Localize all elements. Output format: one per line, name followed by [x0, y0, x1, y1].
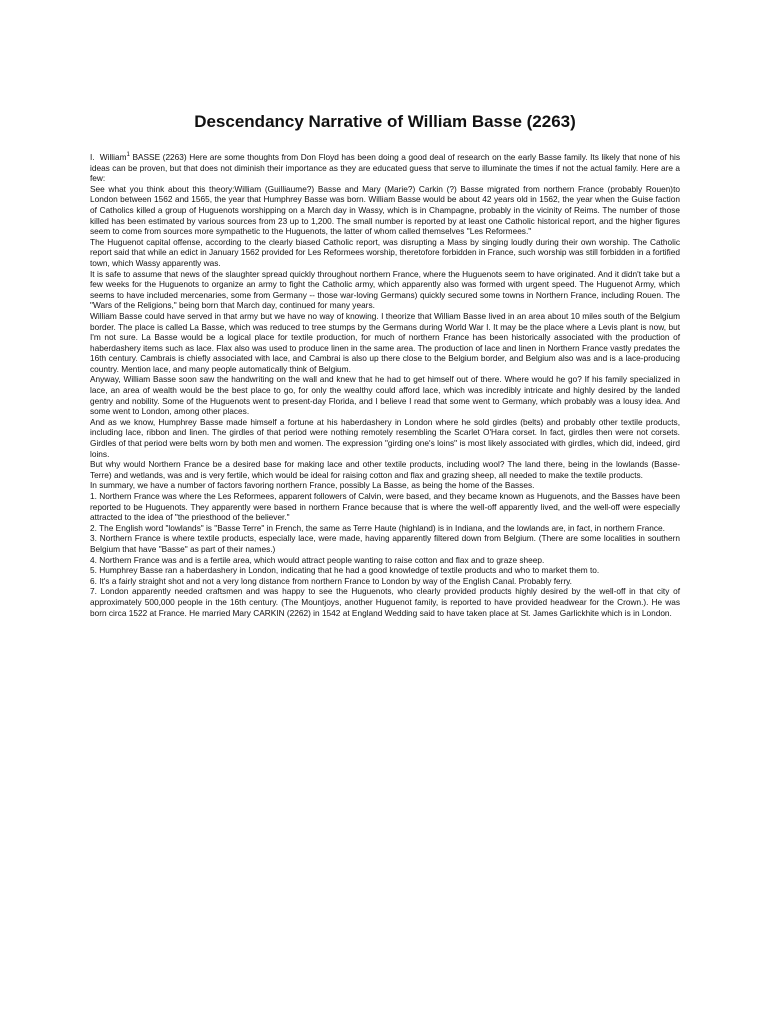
list-item: 3. Northern France is where textile products, especially lace, were made, having apparently filtered down from Belgium. (There are some localities in southern Belgium that have "Basse" as part of their names.) [90, 533, 680, 554]
entry-number: I. [90, 152, 95, 162]
paragraph: William Basse could have served in that army but we have no way of knowing. I theorize that William Basse lived in an area about 10 miles south of the Belgium border. The place is called La Basse, which was reduced to tree stumps by the Germans during World War I. It may be the place where a Levis plant is now, but I'm not sure. La Basse would be a logical place for textile production, for much of northern France has been historically associated with the production of haberdashery items such as lace. Flax also was used to produce linen in the same area. The production of lace and linen in Northern France vastly predates the 16th century. Cambrais is chiefly associated with lace, and Cambrai is also up there close to the Belgium border, and Belgium also was and is a lace-producing country. Mention lace, and many people automatically think of Belgium. [90, 310, 680, 374]
generation-marker: 1 [126, 152, 130, 159]
list-item: 1. Northern France was where the Les Reformees, apparent followers of Calvin, were based, and they became known as Huguenots, and the Basses have been reported to be Huguenots. They apparently were based in northern France because that is where the well-off apparently lived, and the well-off were especially attracted to the idea of "the priesthood of the believer." [90, 491, 680, 523]
intro-paragraph [90, 152, 680, 184]
document-title: Descendancy Narrative of William Basse (2263) [194, 112, 576, 131]
list-item: 5. Humphrey Basse ran a haberdashery in London, indicating that he had a good knowledge of textile products and who to market them to. [90, 565, 600, 576]
paragraph: It is safe to assume that news of the slaughter spread quickly throughout northern France, where the Huguenots seem to have originated. And it didn't take but a few weeks for the Huguenots to organize an army to fight the Catholic army, which apparently also was formed with urgent speed. The Huguenot Army, which seems to have included mercenaries, some from Germany -- those war-loving Germans) quickly secured some towns in Northern France, including Rouen. The "Wars of the Religions," being born that March day, continued for many years. [90, 268, 680, 311]
list-item: 2. The English word "lowlands" is "Basse Terre" in French, the same as Terre Haute (highland) is in Indiana, and the lowlands are, in fact, in northern France. [90, 522, 665, 533]
person-name: William [99, 152, 127, 162]
list-item: 6. It's a fairly straight shot and not a very long distance from northern France to London by way of the English Canal. Probably ferry. [90, 575, 572, 586]
intro-text: BASSE (2263) Here are some thoughts from Don Floyd has been doing a good deal of research on the early Basse family. Its likely that none of his ideas can be proven, but that does not diminish their importance as they are educated guess that serve to illuminate the times if not the actual family. Here are a few: [90, 152, 680, 184]
paragraph: The Huguenot capital offense, according to the clearly biased Catholic report, was disrupting a Mass by singing loudly during their own worship. The Catholic report said that while an edict in January 1562 provided for Les Reformees worship, theretofore forbidden in France, such worship was still forbidden in a fortified town, which Wassy apparently was. [90, 236, 680, 268]
paragraph: In summary, we have a number of factors favoring northern France, possibly La Basse, as being the home of the Basses. [90, 480, 535, 491]
list-item: 4. Northern France was and is a fertile area, which would attract people wanting to raise cotton and flax and to graze sheep. [90, 554, 545, 565]
list-item: 7. London apparently needed craftsmen and was happy to see the Huguenots, who clearly provided products highly desired by the well-off in that city of approximately 500,000 people in the 16th century. (The Mountjoys, another Huguenot family, is reported to have provided headwear for the Crown.). He was born circa 1522 at France. He married Mary CARKIN (2262) in 1542 at England Wedding said to have taken place at St. James Garlickhite which is in London. [90, 586, 680, 618]
paragraph: Anyway, William Basse soon saw the handwriting on the wall and knew that he had to get himself out of there. Where would he go? If his family specialized in lace, an area of wealth would be the best place to go, for only the wealthy could afford lace, which was incredibly intricate and highly desired by the landed gentry and nobility. Some of the Huguenots went to present-day Florida, and I believe I read that some went to Germany, which probably was a lousy idea. And some went to London, among other places. [90, 374, 680, 417]
paragraph: But why would Northern France be a desired base for making lace and other textile products, including wool? The land there, being in the lowlands (Basse-Terre) and wetlands, was and is very fertile, which would be ideal for raising cotton and flax and grazing sheep, all needed to make the textile products. [90, 459, 680, 480]
paragraph: See what you think about this theory:William (Guilliaume?) Basse and Mary (Marie?) Carkin (?) Basse migrated from northern France (probably Rouen)to London between 1562 and 1565, the year that Humphrey Basse was born. William Basse would be about 42 years old in 1562, the year when the Guise faction of Catholics killed a group of Huguenots worshipping on a March day in Wassy, which is in Champagne, probably in the vicinity of Reims. The number of those killed has been estimated by various sources from 23 up to 1,200. The small number is reported by at least one Catholic historical report, and the higher figures seem to come from sources more sympathetic to the Huguenots, the latter of whom called themselves "Les Reformees." [90, 183, 680, 237]
document-body [90, 152, 680, 618]
paragraph: And as we know, Humphrey Basse made himself a fortune at his haberdashery in London where he sold girdles (belts) and probably other textile products, including lace, ribbon and linen. The girdles of that period were nothing remotely resembling the Scarlet O'Hara corset. In fact, girdles then were not corsets. Girdles of that period were belts worn by both men and women. The expression "girding one's loins" is most likely associated with girdles, which did, indeed, gird loins. [90, 416, 680, 459]
